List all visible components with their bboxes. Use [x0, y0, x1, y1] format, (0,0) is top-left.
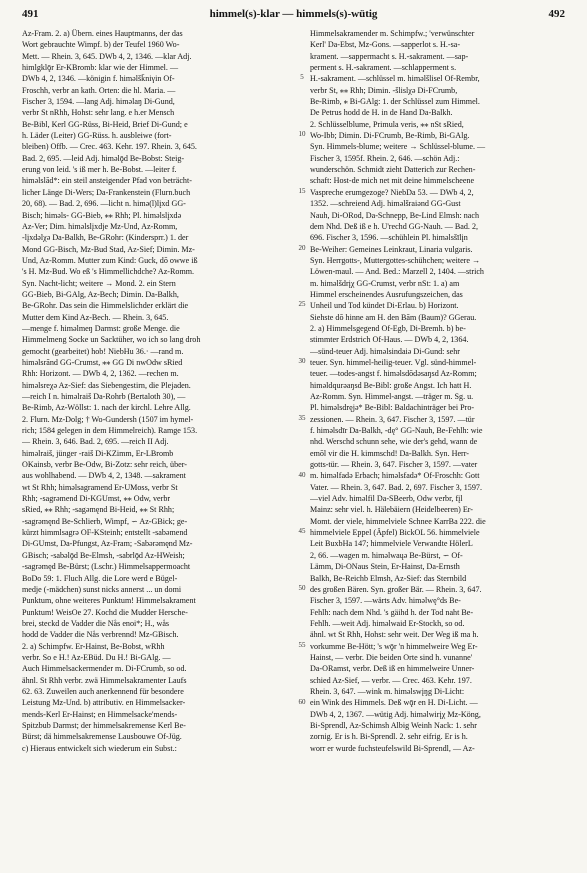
text-line: 2. a) Schimpfw. Er-Hainst, Be-Bobst, wRhh — [22, 641, 165, 651]
line-number: 35 — [298, 413, 306, 422]
text-line: dem Nhd. Deß iß e h. U'rechd GG-Nauh. — Bad. 2, — [310, 221, 479, 231]
text-line: Leistung Mz-Und. b) attributiv. en Himmelsacker- — [22, 698, 186, 708]
text-line: -lįxdəlχə Da-Balkh, Be-GRohr: (Kindersprr.) 1. der — [22, 233, 189, 243]
text-line: rich; 1584 gelegen in dem Himmelreich). Ramge 153. — [22, 426, 198, 436]
text-line: Froschh, verbr an kath. Orten: die hl. Maria. — — [22, 85, 176, 95]
text-line: verbr St, ⁎⁎ Rhh; Dimin. -šlislχə Di-FCrumb, — [310, 85, 458, 95]
text-line: Fehlh: nach dem Nhd. 's gäihd h. der Tod naht Be- — [310, 607, 474, 617]
text-line: Und, Az-Romm. Mutter zum Kind: Guck, dō owwe iß — [22, 255, 198, 265]
line-number: 5 — [300, 73, 304, 82]
text-line: Spitzbub Darmst; der himmelsakremense Kerl Be- — [22, 720, 186, 730]
line-number: 30 — [298, 357, 306, 366]
text-line: nhd. Werschd schunn sehe, wie der's gehd, wann de — [310, 437, 478, 447]
text-line: 20, 68). — Bad. 2, 696. —licht n. himə(l)lįxd GG- — [22, 199, 186, 209]
text-line: — Rhein. 3, 646. Bad. 2, 695. —reich II Adj. — [22, 437, 169, 447]
text-line: m. himəlšdrįχ GG-Crumst, verbr nSt: 1. a) am — [310, 278, 460, 288]
text-line: mends-Kerl Er-Hainst; en Himmelsacke'mends- — [22, 709, 178, 719]
text-line: emōl vir die H. kimmschd! Da-Balkh. Syn. Herr- — [310, 448, 469, 458]
text-line: GG-Bieb, Bi-GAlg, Az-Bech; Dimin. Da-Balkh, — [22, 289, 179, 299]
text-line: himmelviele Eppel (Äpfel) BickOL 56. himmelviele — [310, 528, 480, 538]
text-line: zessionen. — Rhein. 3, 647. Fischer 3, 1597. —tür — [310, 414, 475, 424]
text-line: vorkumme Be-Hött; 's wǭr 'n himmelweire Weg Er- — [310, 641, 478, 651]
text-line: Vater. — Rhein. 3, 647. Bad. 2, 697. Fischer 3, 1597. — [310, 482, 482, 492]
text-line: Siehste dō hinne am H. den Bām (Baum)? GGerau. — [310, 312, 477, 322]
text-line: Rhein. 3, 647. —wink m. himəlswįŋg Di-Licht: — [310, 686, 465, 696]
page-number-right: 492 — [548, 8, 565, 20]
text-line: himəlsrānd GG-Crumst, ⁎⁎ GG Di nwOdw sRied — [22, 357, 183, 367]
text-line: Fischer 3, 1595f. Rhein. 2, 646. —schön Adj.: — [310, 153, 460, 163]
text-line: Bad. 2, 695. —leid Adj. himəlǭd Be-Bobst: Steig- — [22, 153, 185, 163]
text-line: Bürst; dä himmelsakremense Lausbouwe Of-Jüg. — [22, 732, 182, 742]
text-line: ähnl. St Rhh verbr. zwä Himmelsakramenter Laufs — [22, 675, 187, 685]
text-line: schied Az-Sief, — verbr. — Crec. 463. Kehr. 197. — [310, 675, 472, 685]
text-line: Punktum! WeisOe 27. Kochd die Mudder Hersche- — [22, 607, 188, 617]
text-line: m. himəlfadə Erbach; himəlsfadə* Of-Froschh: Gott — [310, 471, 480, 481]
text-line: 62. 63. Zuweilen auch anerkennend für besondere — [22, 686, 184, 696]
text-line: Momt. der viele, himmelviele Schnee KarrBa 222. die — [310, 516, 486, 526]
text-line: Punktum, ohne weiteres Punktum! Himmelsakrament — [22, 596, 196, 606]
text-line: Be-Rimb, ⁎ Bi-GAlg: 1. der Schlüssel zum Himmel. — [310, 97, 480, 107]
text-line: Rhh; -sagrəmend Di-KGUmst, ⁎⁎ Odw, verbr — [22, 494, 171, 504]
text-line: brei, steckd de Vadder die Nås enoi*; H., wås — [22, 618, 170, 628]
text-line: gotts-tür. — Rhein. 3, 647. Fischer 3, 1597. —vater — [310, 460, 478, 470]
line-number: 20 — [298, 243, 306, 252]
line-number: 55 — [298, 640, 306, 649]
text-line: Mond GG-Bisch, Mz-Bud Stad, Az-Sief; Dimin. Mz- — [22, 244, 195, 254]
text-line: zornig. Er is h. Bi-Sprendl. 2. sehr eifrig. Er is h. — [310, 732, 468, 742]
text-line: 2. a) Himmelsgegend Of-Egb, Di-Bremh. b) be- — [310, 323, 466, 333]
line-number: 15 — [298, 186, 306, 195]
text-line: worr er wurde fuchsteufelswild Bi-Sprendl, — Az- — [310, 743, 475, 753]
text-line: Vaspreche erumgezoge? NiebDa 53. — DWb 4, 2, — [310, 187, 474, 197]
text-line: DWb 4, 2, 1367. —wütig Adj. himəlwirįχ Mz-Köng, — [310, 709, 481, 719]
text-line: DWb 4, 2, 1346. —königin f. himəlšk̄niγin Of- — [22, 74, 175, 84]
text-line: hodd de Vadder die Nås verbrennd! Mz-GBisch. — [22, 630, 179, 640]
line-number: 10 — [298, 130, 306, 139]
text-line: h. Läder (Leiter) GG-Rüss. h. ausbleiwe (fort- — [22, 131, 172, 141]
text-line: f. himəlsdīr Da-Balkh, -dę° GG-Nauh, Be-Fehlh: wie — [310, 426, 483, 436]
text-line: Bisch; himəls- GG-Bieb, ⁎⁎ Rhh; Pl. himəlslįxdə — [22, 210, 182, 220]
text-line: Fehlh. —weit Adj. himəlwaid Er-Stockh, so od. — [310, 618, 465, 628]
text-line: —menge f. himəlmeŋ Darmst: große Menge. die — [22, 323, 180, 333]
line-number: 40 — [298, 470, 306, 479]
text-line: gemocht (gearbeitet) hob! NiebHu 36.· —rand m. — [22, 346, 184, 356]
text-line: aus wohlhabend. — DWb 4, 2, 1348. —sakrament — [22, 471, 186, 481]
text-line: Mutter dem Kind Az-Bech. — Rhein. 3, 645. — [22, 312, 169, 322]
running-title: himmel(s)-klar — himmels(s)-wütig — [209, 8, 378, 20]
text-line: ein Wink des Himmels. Deß wǭr en H. Di-Licht. — — [310, 698, 478, 708]
text-line: perment s. H.-sakrament. —schlapperment s. — [310, 63, 457, 73]
text-line: OKainsb, verbr Be-Odw, Bi-Zotz: sehr reich, über- — [22, 460, 187, 470]
text-line: Az-Romm. Syn. Himmel-angst. —träger m. Sg. u. — [310, 392, 474, 401]
text-line: Syn. Himmels-blume; weitere → Schlüssel-blume. — — [310, 142, 486, 152]
text-line: teuer. Syn. himmel-heilig-teuer. Vgl. sünd-himmel- — [310, 357, 477, 367]
text-line: Fischer 3, 1597. —wärts Adv. himəlwę°ds Be- — [310, 596, 461, 606]
text-line: wunderschön. Schmidt zieht Datterich zur Rechen- — [310, 165, 476, 175]
text-line: —viel Adv. himəlfil Da-SBeerb, Odw verbr, fįl — [310, 494, 463, 504]
text-line: Syn. Nacht-licht; weitere → Mond. 2. ein Stern — [22, 278, 176, 288]
text-line: Mett. — Rhein. 3, 645. DWb 4, 2, 1346. —klar Adj. — [22, 51, 192, 61]
text-line: Be-Weiher: Gemeines Leinkraut, Linaria vulgaris. — [310, 244, 473, 254]
text-line: 2. Flurn. Mz-Dolg; † Wo-Gundersh (1507 im hymel- — [22, 414, 194, 424]
text-line: Be-Bibl, Kerl GG-Rüss, Bi-Heid, Brief Di-Gund; e — [22, 119, 188, 129]
text-line: sRied, ⁎⁎ Rhh; -sagəmęnd Bi-Heid, ⁎⁎ St Rhh; — [22, 505, 175, 515]
text-line: Di-GUmst, Da-Pfungst, Az-Fram; -Sabərəmęnd Mz- — [22, 539, 193, 549]
text-line: medje (-mädchen) sunst nicks annerst ... un domi — [22, 584, 182, 594]
left-column — [22, 28, 294, 866]
text-line: Himmelsakramender m. Schimpfw.; 'verwünschter — [310, 29, 475, 38]
text-line: Himmel erscheinendes Ausrufungszeichen, das — [310, 289, 463, 299]
line-number: 45 — [298, 527, 306, 536]
text-line: stimmter Erdstrich Of-Haus. — DWb 4, 2, 1364. — [310, 335, 469, 345]
text-line: BoDo 59: 1. Fluch Allg. die Lore werd e Bügel- — [22, 573, 178, 583]
text-line: Be-GRohr. Das sein die Himmelslichder erklärt die — [22, 301, 189, 311]
line-number: 60 — [298, 697, 306, 706]
text-line: Az-Fram. 2. a) Übern. eines Hauptmanns, der das — [22, 29, 183, 38]
text-line: —sünd-teuer Adj. himəlsindaiə Di-Gund: sehr — [310, 346, 460, 356]
text-line: -sagrəmęnd Be-Schlierb, Wimpf, ∽ Az-GBick; ge- — [22, 516, 188, 526]
text-line: —reich I n. himəlraiš Da-Rohrb (Bertaloth 30), — — [22, 392, 186, 401]
text-line: c) Hieraus entwickelt sich wiederum ein Subst.: — [22, 743, 177, 753]
text-line: ähnl. wt St Rhh, Hohst: sehr weit. Der Weg iß ma h. — [310, 630, 479, 640]
text-line: Himmelmeng Socke un Sacktüher, wo ich so lang droh — [22, 335, 201, 345]
text-line: H.-sakrament. —schlüssel m. himəlšlisel Of-Rembr, — [310, 74, 480, 84]
text-line: Kerl' Da-Ebst, Mz-Gons. —sapperlot s. H.-sa- — [310, 40, 461, 50]
text-line: Syn. Herrgotts-, Muttergottes-schühchen; weitere → — [310, 255, 481, 265]
text-line: himəldqurəaŋsd Be-Bibl: große Angst. Ich hatt H. — [310, 380, 472, 390]
right-column — [310, 28, 568, 866]
text-line: krament. —sappermacht s. H.-sakrament. —sap- — [310, 51, 469, 61]
text-line: teuer. —todes-angst f. himəlsdōdəsaŋsd Az-Romm; — [310, 369, 477, 379]
text-line: Löwen-maul. — And. Bed.: Marzell 2, 1404. —strich — [310, 267, 484, 277]
text-line: erung von leid. 's iß mer h. Be-Bobst. —leiter f. — [22, 165, 177, 175]
text-line: Nauh, Di-ORod, Da-Schnepp, Be-Lind Elmsh: nach — [310, 210, 480, 220]
text-line: Balkh, Be-Reichb Elmsh, Az-Sief: das Sternbild — [310, 573, 467, 583]
text-line: wt St Rhh; himəlsagramend Er-UMoss, verbr St — [22, 482, 178, 492]
text-line: verbr. So e H.! Az-EBüd. Du H.! Bi-GAlg. — — [22, 652, 171, 662]
text-line: des großen Bären. Syn. großer Bär. — Rhein. 3, 647. — [310, 584, 482, 594]
text-line: himəlsreχə Az-Sief: das Siebengestirn, die Plejaden. — [22, 380, 191, 390]
text-line: himlgklǭr Er-KBromb: klar wie der Himmel. — — [22, 63, 179, 73]
text-line: Az-Ver; Dim. himəlslįxdje Mz-Und, Az-Romm, — [22, 221, 178, 231]
text-line: licher Länge Di-Wers; Da-Frankenstein (Flurn.buch — [22, 187, 191, 197]
text-line: Pl. himəlsdręjə* Be-Bibl: Baldachinträger bei Pro- — [310, 403, 475, 413]
text-line: himəlslād*: ein steil ansteigender Pfad von beträcht- — [22, 176, 192, 186]
text-line: 's H. Mz-Bud. Wo eß 's Himmellichdche? Az-Romm. — [22, 267, 195, 277]
text-line: Rhh: Horizont. — DWb 4, 2, 1362. —rechen m. — [22, 369, 179, 379]
line-number-gutter — [296, 28, 308, 866]
text-line: GBisch; -sabəlǭd Be-Elmsh, -sabrlǭd Az-HWeish; — [22, 550, 185, 560]
text-line: Lämm, Di-ONaus Stein, Er-Hainst, Da-Ernsth — [310, 562, 460, 572]
text-line: Bi-Sprendl, Az-Schimsh Albig Weinh Nack: 1. sehr — [310, 720, 477, 730]
line-number: 50 — [298, 584, 306, 593]
page-number-left: 491 — [22, 8, 39, 20]
text-line: Da-ORamst, verbr. Deß iß en himmelweire Unner- — [310, 664, 475, 674]
text-line: 2. Schlüsselblume, Primula veris, ⁎⁎ nSt sRied, — [310, 119, 464, 129]
text-line: Leit BuxbHa 147; himmelviele Verwandte HölerL — [310, 539, 473, 549]
text-line: Fischer 3, 1594. —lang Adj. himəlaŋ Di-Gund, — [22, 97, 175, 107]
text-line: Wort gebrauchte Wimpf. b) der Teufel 1960 Wo- — [22, 40, 180, 50]
text-line: Be-Rimb, Az-Wöllst: 1. nach der kirchl. Lehre Allg. — [22, 403, 191, 413]
text-line: verbr St nRhh, Hohst: sehr lang. e h.er Mensch — [22, 108, 175, 118]
text-line: Unheil und Tod kündet Di-Erlau. b) Horizont. — [310, 301, 459, 311]
text-line: De Petrus hodd de H. in de Hand Da-Balkh. — [310, 108, 453, 118]
text-line: -sagrəmęd Be-Bürst; (Lschr.) Himmelsappermoacht — [22, 562, 191, 572]
text-line: Auch Himmelsackermender m. Di-FCrumb, so od. — [22, 664, 187, 674]
text-line: Wo-Ibb; Dimin. Di-FCrumb, Be-Rimb, Bi-GAlg. — [310, 131, 470, 141]
text-line: 2, 66. —wagen m. himəlwaųə Be-Bürst, ∽ Of- — [310, 550, 463, 560]
page-header — [22, 8, 565, 24]
text-line: kürzt himmlsagrə OF-KSteinh; entstellt -sabəmend — [22, 528, 188, 538]
text-line: schaft: Host-de mich net mit deine himmelscheene — [310, 176, 475, 186]
text-line: Mainz: sehr viel. h. Hälebäiern (Heidelbeeren) Er- — [310, 505, 473, 515]
text-line: 696. Fischer 3, 1596. —schühlein Pl. himəlsšīlįn — [310, 233, 468, 243]
text-line: bleiben) Offb. — Crec. 463. Kehr. 197. Rhein. 3, 645. — [22, 142, 197, 152]
line-number: 25 — [298, 300, 306, 309]
text-line: himəlraiš, jünger -raiš Di-KZimm, Er-LBromb — [22, 448, 174, 458]
text-line: 1352. —schreiend Adj. himəlšraiənd GG-Gust — [310, 199, 461, 209]
text-line: Hainst, — verbr. Die beiden Orte sind h. vunanne' — [310, 652, 473, 662]
